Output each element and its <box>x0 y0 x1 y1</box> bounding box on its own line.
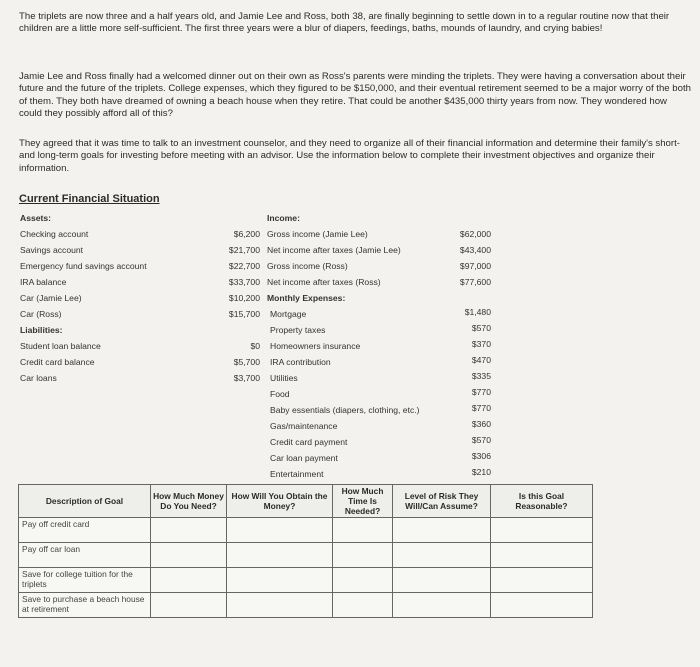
blank-cell[interactable] <box>227 568 333 593</box>
expense-label: Mortgage <box>270 309 307 319</box>
expense-value: $570 <box>471 323 491 333</box>
table-row <box>19 593 593 618</box>
liability-value: $0 <box>250 341 260 351</box>
income-item-label: Gross income (Ross) <box>267 261 348 271</box>
asset-label: Car (Ross) <box>20 309 62 319</box>
income-item-value: $43,400 <box>459 245 491 255</box>
expense-value: $210 <box>471 467 491 477</box>
blank-cell[interactable] <box>227 593 333 618</box>
column-header: How Much Money Do You Need? <box>151 485 227 518</box>
blank-cell[interactable] <box>491 543 593 568</box>
blank-cell[interactable] <box>491 518 593 543</box>
income-item-value: $77,600 <box>459 277 491 287</box>
expense-value: $370 <box>471 339 491 349</box>
goal-description: Pay off credit card <box>19 518 151 543</box>
expense-value: $470 <box>471 355 491 365</box>
expense-value: $770 <box>471 403 491 413</box>
expense-label: IRA contribution <box>270 357 331 367</box>
expense-value: $770 <box>471 387 491 397</box>
liabilities-label: Liabilities: <box>20 325 63 335</box>
income-item-label: Net income after taxes (Ross) <box>267 277 381 287</box>
table-header-row <box>19 485 593 518</box>
expense-label: Credit card payment <box>270 437 348 447</box>
table-row <box>19 568 593 593</box>
column-header: How Much Time Is Needed? <box>333 485 393 518</box>
blank-cell[interactable] <box>393 543 491 568</box>
expense-label: Utilities <box>270 373 298 383</box>
assets-label: Assets: <box>20 213 52 223</box>
table-row <box>19 543 593 568</box>
blank-cell[interactable] <box>393 568 491 593</box>
asset-label: Emergency fund savings account <box>20 261 147 271</box>
income-item-value: $62,000 <box>459 229 491 239</box>
asset-value: $21,700 <box>228 245 260 255</box>
goal-description: Save for college tuition for the triplets <box>19 568 151 593</box>
expense-value: $306 <box>471 451 491 461</box>
asset-label: IRA balance <box>20 277 67 287</box>
monthly-expenses-label: Monthly Expenses: <box>267 293 346 303</box>
liability-label: Car loans <box>20 373 57 383</box>
blank-cell[interactable] <box>151 568 227 593</box>
liability-value: $5,700 <box>233 357 260 367</box>
blank-cell[interactable] <box>393 593 491 618</box>
asset-value: $22,700 <box>228 261 260 271</box>
goal-description: Pay off car loan <box>19 543 151 568</box>
blank-cell[interactable] <box>333 518 393 543</box>
income-label: Income: <box>267 213 300 223</box>
blank-cell[interactable] <box>333 568 393 593</box>
column-header: Level of Risk They Will/Can Assume? <box>393 485 491 518</box>
expense-value: $335 <box>471 371 491 381</box>
liability-label: Student loan balance <box>20 341 101 351</box>
table-row <box>19 518 593 543</box>
asset-label: Car (Jamie Lee) <box>20 293 82 303</box>
asset-label: Savings account <box>20 245 84 255</box>
expense-label: Baby essentials (diapers, clothing, etc.) <box>270 405 420 415</box>
liability-value: $3,700 <box>233 373 260 383</box>
asset-label: Checking account <box>20 229 89 239</box>
expense-value: $1,480 <box>464 307 491 317</box>
expense-value: $360 <box>471 419 491 429</box>
blank-cell[interactable] <box>151 593 227 618</box>
expense-label: Homeowners insurance <box>270 341 361 351</box>
asset-value: $15,700 <box>228 309 260 319</box>
asset-value: $33,700 <box>228 277 260 287</box>
blank-cell[interactable] <box>333 593 393 618</box>
investment-goals-table <box>18 484 593 618</box>
goal-description: Save to purchase a beach house at retirement <box>19 593 151 618</box>
column-header: Description of Goal <box>19 485 151 518</box>
dinner-paragraph: Jamie Lee and Ross finally had a welcomed dinner out on their own as Ross's parents were minding the triplets. They were having a conversation about their future and the future of the triplets. College expenses, which they figured to be $150,000, and their eventual retirement seemed to be a major worry of the both of them. They both have dreamed of owning a beach house when they retire. That could be another $435,000 thirty years from now. They wondered how could they possibly afford all of this? <box>19 71 691 120</box>
blank-cell[interactable] <box>227 543 333 568</box>
blank-cell[interactable] <box>491 568 593 593</box>
column-header: How Will You Obtain the Money? <box>227 485 333 518</box>
expense-label: Car loan payment <box>270 453 338 463</box>
column-header: Is this Goal Reasonable? <box>491 485 593 518</box>
section-title: Current Financial Situation <box>19 193 160 205</box>
expense-label: Entertainment <box>270 469 324 479</box>
blank-cell[interactable] <box>491 593 593 618</box>
blank-cell[interactable] <box>393 518 491 543</box>
asset-value: $10,200 <box>228 293 260 303</box>
expense-label: Property taxes <box>270 325 326 335</box>
expense-value: $570 <box>471 435 491 445</box>
intro-paragraph: The triplets are now three and a half years old, and Jamie Lee and Ross, both 38, are finally beginning to settle down in to a regular routine now that their children are a little more self-sufficient. The first three years were a blur of diapers, feedings, baths, mounds of laundry, and crying babies! <box>19 11 670 35</box>
expense-label: Gas/maintenance <box>270 421 338 431</box>
expense-label: Food <box>270 389 290 399</box>
blank-cell[interactable] <box>151 518 227 543</box>
income-item-label: Net income after taxes (Jamie Lee) <box>267 245 401 255</box>
blank-cell[interactable] <box>151 543 227 568</box>
income-item-value: $97,000 <box>459 261 491 271</box>
asset-value: $6,200 <box>233 229 260 239</box>
instructions-paragraph: They agreed that it was time to talk to an investment counselor, and they need to organize all of their financial information and determine their family's short- and long-term goals for investing before meeting with an advisor. Use the information below to complete their investment objectives and organize their information. <box>19 138 680 174</box>
liability-label: Credit card balance <box>20 357 95 367</box>
blank-cell[interactable] <box>227 518 333 543</box>
blank-cell[interactable] <box>333 543 393 568</box>
income-item-label: Gross income (Jamie Lee) <box>267 229 368 239</box>
